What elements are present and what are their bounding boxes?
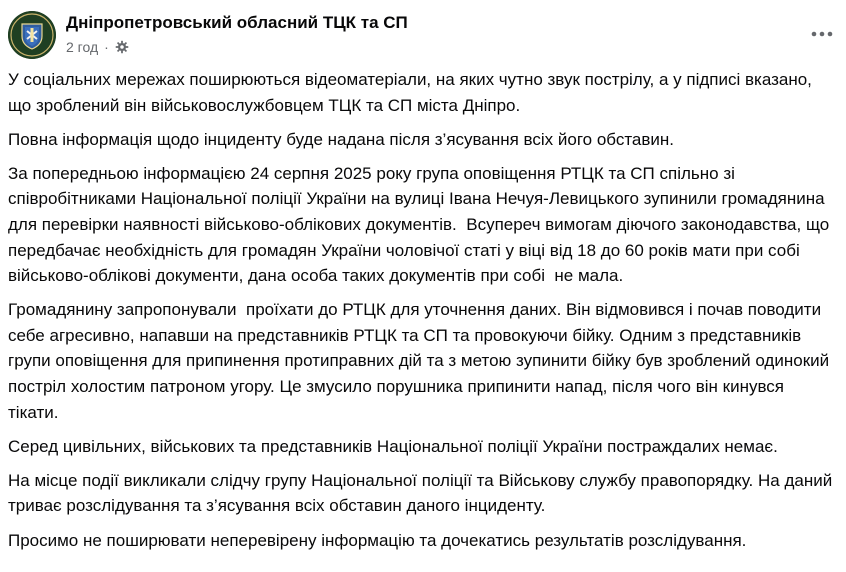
coat-of-arms-avatar[interactable] <box>8 11 56 59</box>
post-timestamp[interactable]: 2 год <box>66 39 99 55</box>
post-paragraph: На місце події викликали слідчу групу Національної поліції та Військову службу правопорядку. На даний триває розслідування та з’ясування всіх обставин даного інциденту. <box>8 470 837 516</box>
post-paragraph: Серед цивільних, військових та представників Національної поліції України постраждалих немає. <box>8 436 778 456</box>
coat-of-arms-icon <box>8 11 56 59</box>
more-dots-icon <box>811 31 833 37</box>
post-paragraph: За попередньою інформацією 24 серпня 2025 року група оповіщення РТЦК та СП спільно зі співробітниками Національної поліції України на вулиці Івана Нечуя-Левицького зупинили громадянина для перевірки наявності військово-облікових документів. Всупереч вимогам діючого законодавства, що передбачає необхідність для громадян України чоловічої статі у віці від 18 до 60 років мати при собі військово-облікові документи, дана особа таких документів при собі не мала. <box>8 163 834 286</box>
gear-icon[interactable] <box>115 40 129 54</box>
post-paragraph: Просимо не поширювати неперевірену інформацію та дочекатись результатів розслідування. <box>8 530 747 550</box>
meta-separator: · <box>104 39 109 55</box>
post-header <box>0 0 846 66</box>
post-meta <box>66 38 129 56</box>
more-options-button[interactable] <box>806 20 838 48</box>
post-paragraph: Громадянину запропонували проїхати до РТЦК для уточнення даних. Він відмовився і почав поводити себе агресивно, напавши на представників РТЦК та СП та провокуючи бійку. Одним з представників групи оповіщення для припинення протиправних дій та з метою зупинити бійку був зроблений одинокий постріл холостим патроном угору. Це змусило порушника припинити напад, після чого він кинувся тікати. <box>8 300 834 422</box>
post-paragraph: Повна інформація щодо інциденту буде надана після з’ясування всіх його обставин. <box>8 129 675 149</box>
post-body <box>8 67 838 562</box>
page-name-link[interactable]: Дніпропетровський обласний ТЦК та СП <box>66 13 408 32</box>
post-paragraph: У соціальних мережах поширюються відеоматеріали, на яких чутно звук пострілу, а у підписі вказано, що зроблений він військовослужбовцем ТЦК та СП міста Дніпро. <box>8 70 817 115</box>
